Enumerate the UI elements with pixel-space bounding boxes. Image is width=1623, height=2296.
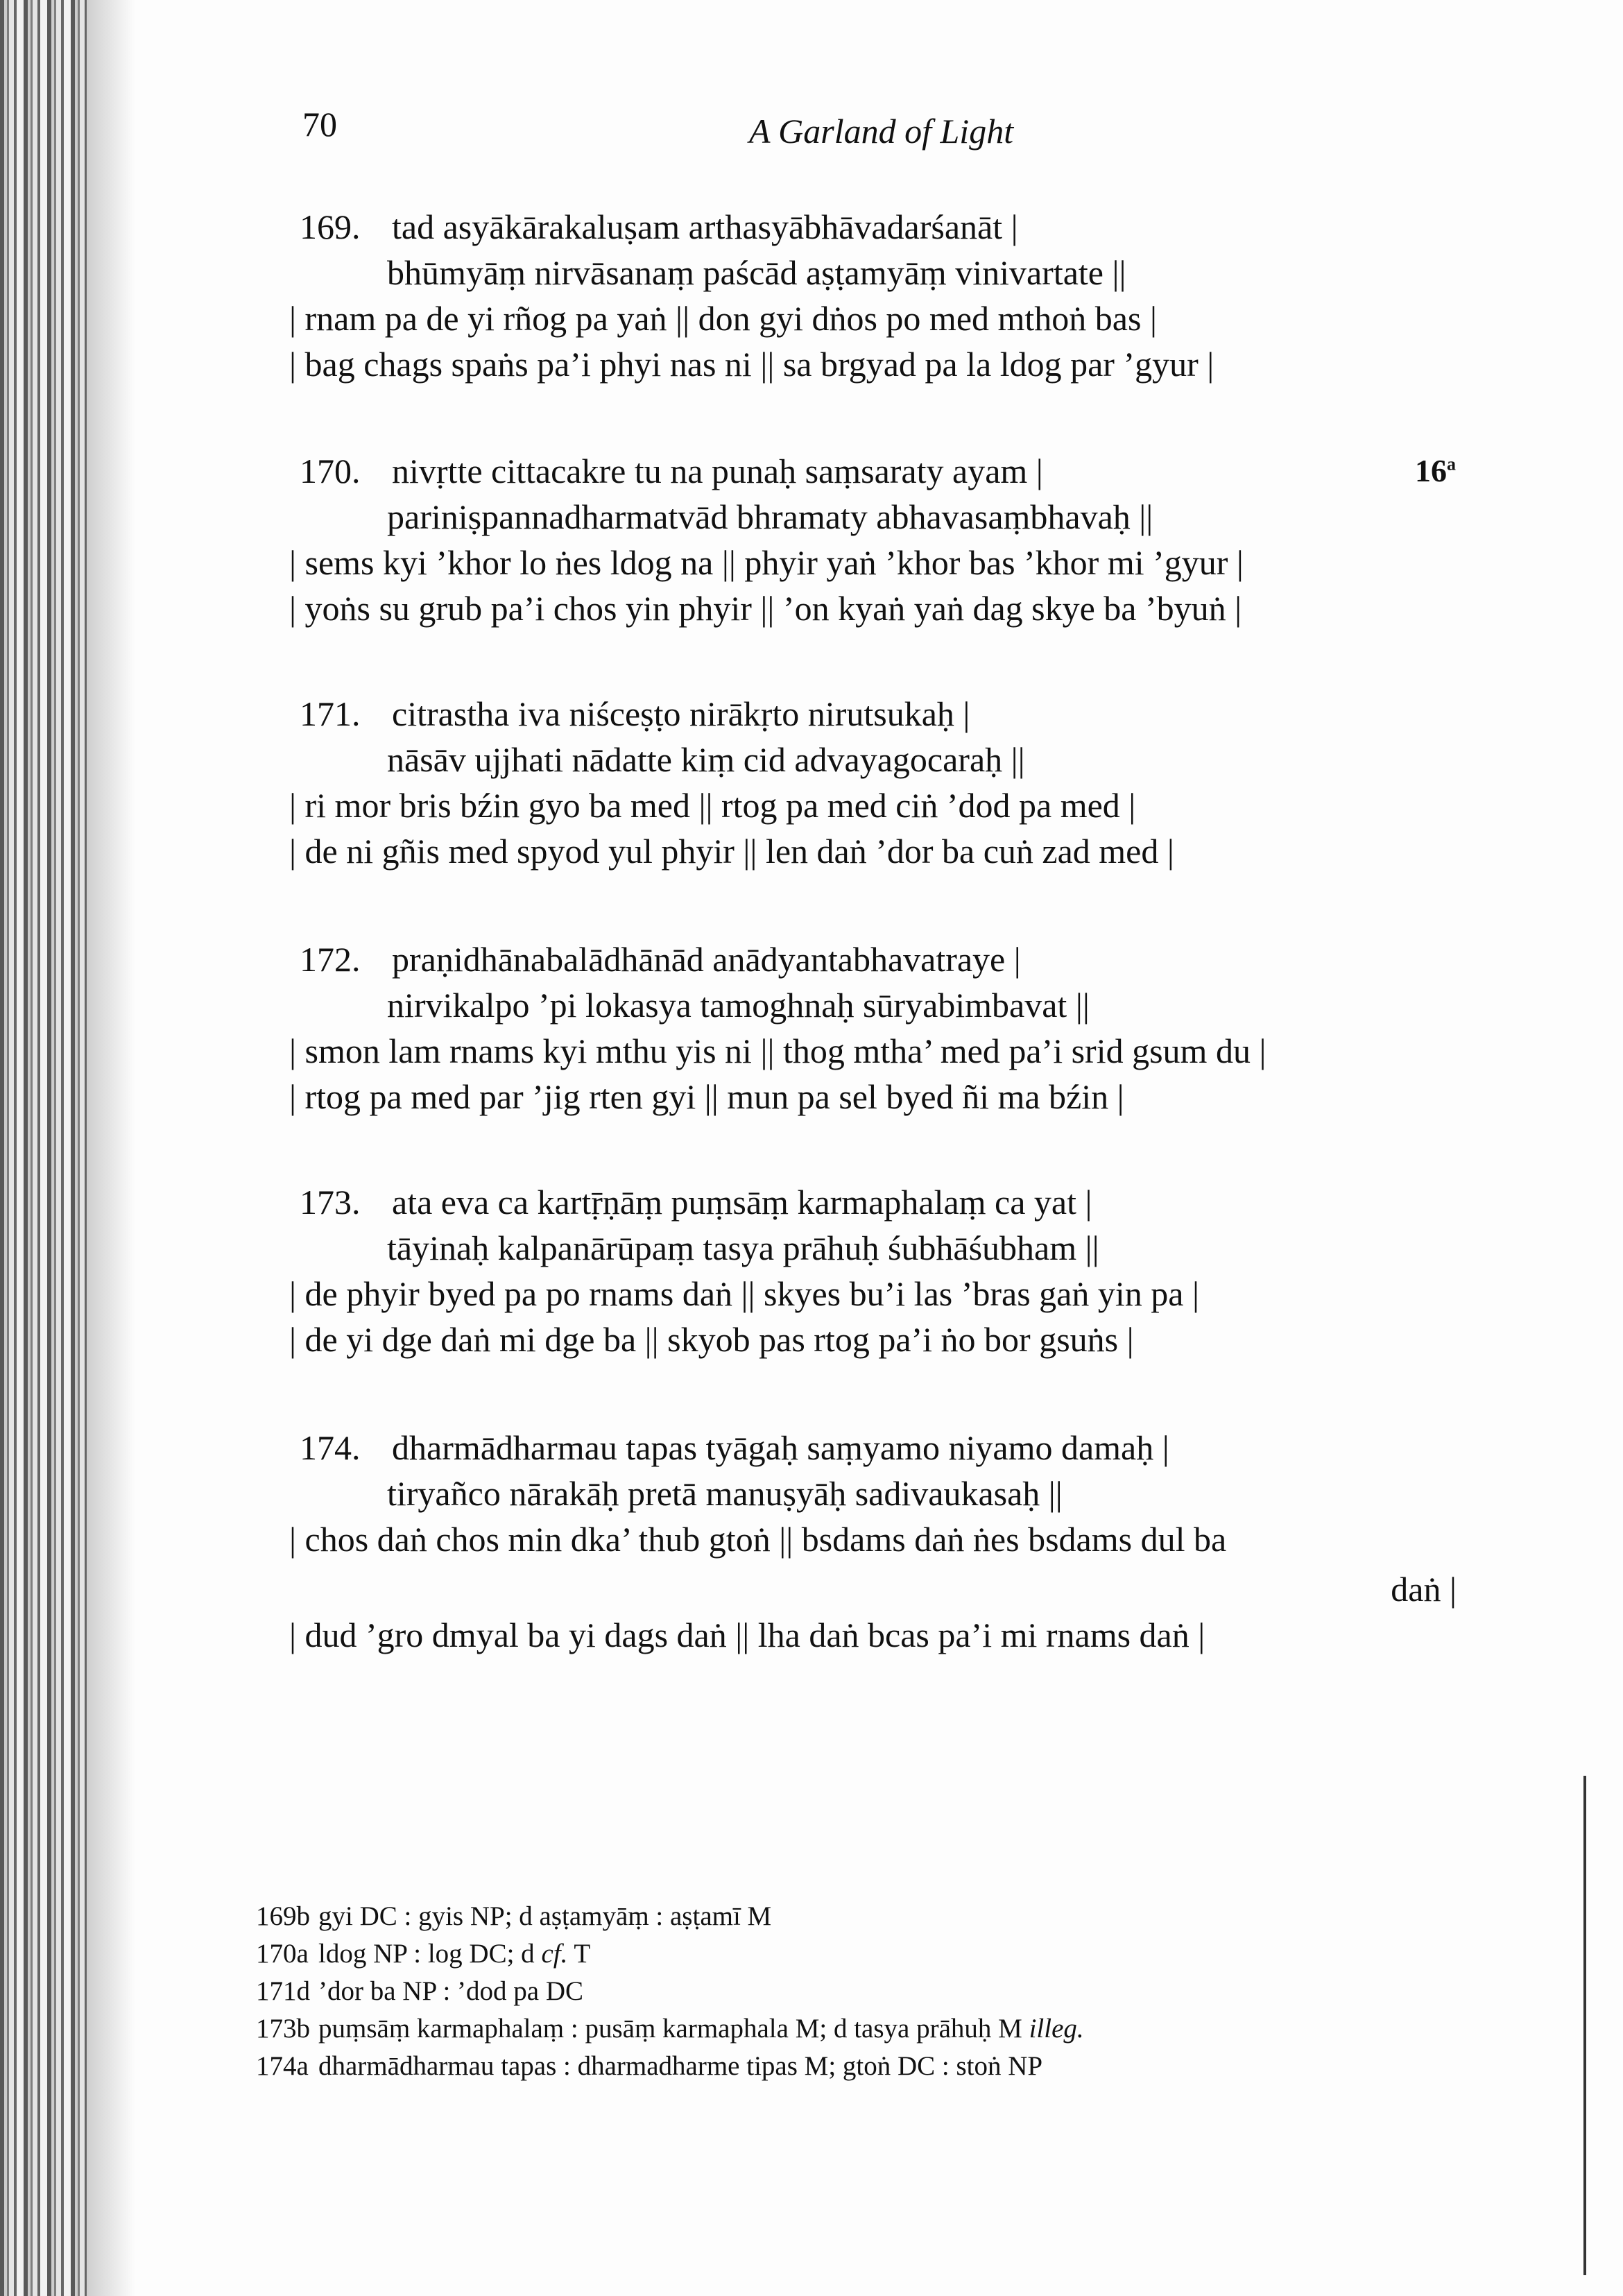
verse-number: 173. <box>300 1183 361 1222</box>
sanskrit-line: tad asyākārakaluṣam arthasyābhāvadarśanāt | <box>392 207 1018 246</box>
page-edge-line <box>1583 1776 1586 2275</box>
tibetan-line: | bag chags spaṅs pa’i phyi nas ni || sa brgyad pa la ldog par ’gyur | <box>289 345 1214 384</box>
tibetan-line: | smon lam rnams kyi mthu yis ni || thog mtha’ med pa’i srid gsum du | <box>289 1031 1266 1070</box>
tibetan-line: | yoṅs su grub pa’i chos yin phyir || ’on kyaṅ yaṅ dag skye ba ’byuṅ | <box>289 589 1242 628</box>
verse-number: 170. <box>300 452 361 490</box>
tibetan-line: | rtog pa med par ’jig rten gyi || mun pa sel byed ñi ma bźin | <box>289 1077 1124 1116</box>
scanned-binding-edge <box>0 0 87 2296</box>
page-number: 70 <box>302 105 337 144</box>
tibetan-line: | chos daṅ chos min dka’ thub gtoṅ || bsdams daṅ ṅes bsdams dul ba <box>289 1520 1227 1559</box>
tibetan-line: | de ni gñis med spyod yul phyir || len daṅ ’dor ba cuṅ zad med | <box>289 832 1174 871</box>
sanskrit-line: nāsāv ujjhati nādatte kiṃ cid advayagocaraḥ || <box>387 740 1025 779</box>
footnote: 174a dharmādharmau tapas : dharmadharme tipas M; gtoṅ DC : stoṅ NP <box>256 2051 1043 2081</box>
footnote: 170a ldog NP : log DC; d cf. T <box>256 1939 591 1969</box>
tibetan-line: | de yi dge daṅ mi dge ba || skyob pas rtog pa’i ṅo bor gsuṅs | <box>289 1320 1134 1359</box>
sanskrit-line: nivṛtte cittacakre tu na punaḥ saṃsaraty ayam | <box>392 452 1043 490</box>
sanskrit-line: tiryañco nārakāḥ pretā manuṣyāḥ sadivaukasaḥ || <box>387 1474 1063 1513</box>
sanskrit-line: tāyinaḥ kalpanārūpaṃ tasya prāhuḥ śubhāśubham || <box>387 1228 1099 1267</box>
verse-number: 169. <box>300 207 361 246</box>
sanskrit-line: dharmādharmau tapas tyāgaḥ saṃyamo niyamo damaḥ | <box>392 1428 1169 1467</box>
tibetan-line: | de phyir byed pa po rnams daṅ || skyes bu’i las ’bras gaṅ yin pa | <box>289 1274 1199 1313</box>
tibetan-line: | rnam pa de yi rñog pa yaṅ || don gyi dṅos po med mthoṅ bas | <box>289 299 1157 338</box>
tibetan-line: | dud ’gro dmyal ba yi dags daṅ || lha daṅ bcas pa’i mi rnams daṅ | <box>289 1616 1205 1654</box>
sanskrit-line: bhūmyāṃ nirvāsanaṃ paścād aṣṭamyāṃ vinivartate || <box>387 253 1126 292</box>
footnote: 171d ’dor ba NP : ’dod pa DC <box>256 1976 584 2006</box>
sanskrit-line: pariniṣpannadharmatvād bhramaty abhavasaṃbhavaḥ || <box>387 497 1153 536</box>
footnote: 173b puṃsāṃ karmaphalaṃ : pusāṃ karmaphala M; d tasya prāhuḥ M illeg. <box>256 2014 1084 2044</box>
verse-number: 171. <box>300 694 361 733</box>
sanskrit-line: ata eva ca kartṝṇāṃ puṃsāṃ karmaphalaṃ ca yat | <box>392 1183 1092 1222</box>
margin-folio-reference: 16$^a$ <box>1415 453 1456 488</box>
verse-number: 174. <box>300 1428 361 1467</box>
tibetan-runover: daṅ | <box>1391 1570 1457 1609</box>
sanskrit-line: nirvikalpo ’pi lokasya tamoghnaḥ sūryabimbavat || <box>387 986 1090 1025</box>
tibetan-line: | ri mor bris bźin gyo ba med || rtog pa med ciṅ ’dod pa med | <box>289 786 1136 825</box>
footnote: 169b gyi DC : gyis NP; d aṣṭamyāṃ : aṣṭamī M <box>256 1901 772 1931</box>
running-title: A Garland of Light <box>749 112 1014 151</box>
tibetan-line: | sems kyi ’khor lo ṅes ldog na || phyir yaṅ ’khor bas ’khor mi ’gyur | <box>289 543 1244 582</box>
sanskrit-line: citrastha iva niśceṣṭo nirākṛto nirutsukaḥ | <box>392 694 970 733</box>
sanskrit-line: praṇidhānabalādhānād anādyantabhavatraye | <box>392 940 1021 979</box>
binding-shadow <box>87 0 135 2296</box>
verse-number: 172. <box>300 940 361 979</box>
